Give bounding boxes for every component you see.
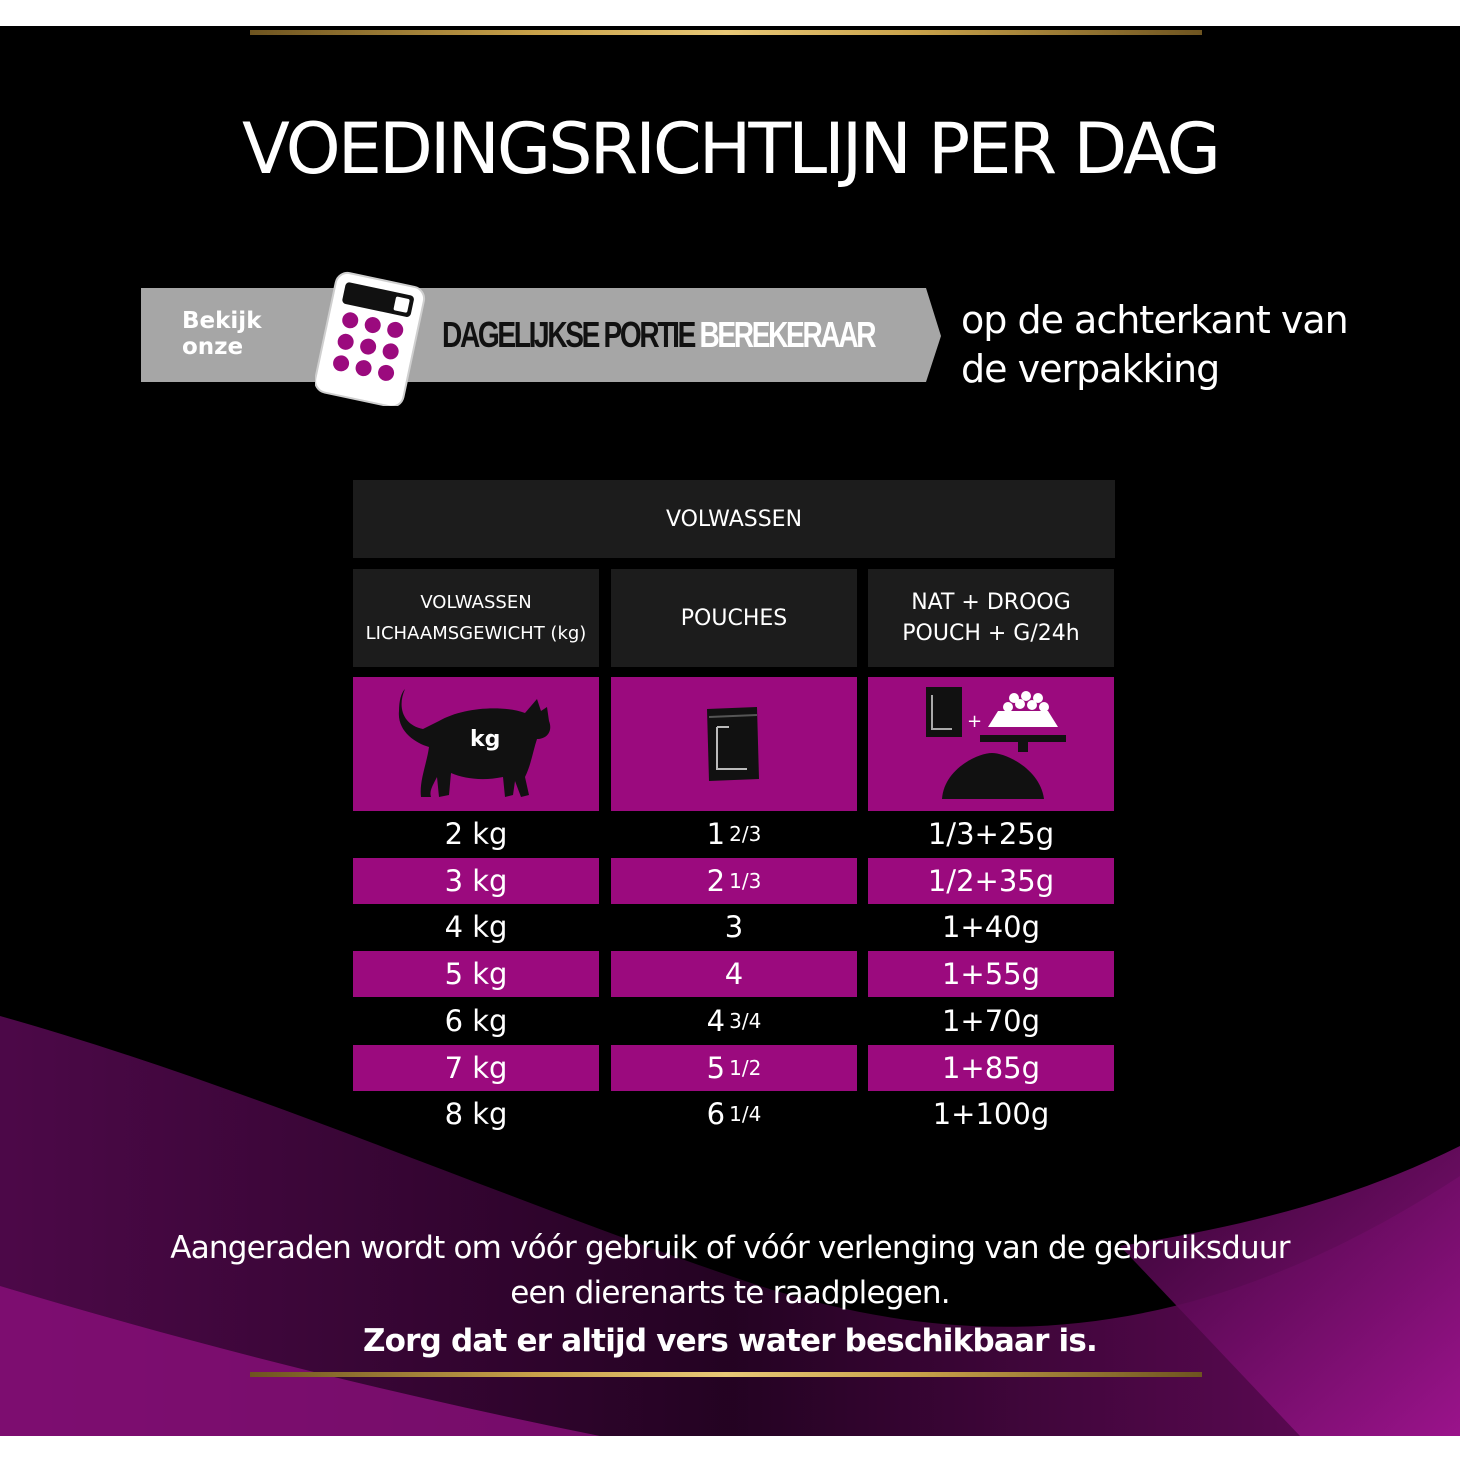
pouches-whole: 3 [724, 910, 744, 944]
wet-dry-cell-value: 1+40g [941, 910, 1041, 944]
banner-side-line1: op de achterkant van [961, 298, 1348, 342]
pouches-cell [611, 998, 857, 1044]
pouch-cell [611, 677, 857, 811]
header-wet-dry-line1: NAT + DROOG [911, 590, 1071, 615]
pouches-fraction: 2/3 [729, 822, 762, 846]
wet-dry-cell-value: 1+70g [941, 1004, 1041, 1038]
kg-label: kg [470, 727, 501, 752]
header-body-weight-line1: VOLWASSEN [420, 592, 532, 613]
pouches-whole: 4 [724, 957, 744, 991]
pouches-whole: 5 [706, 1051, 726, 1085]
weight-cell: 4 kg [444, 910, 508, 944]
pouches-whole: 2 [706, 864, 726, 898]
calculator-icon [315, 271, 427, 406]
banner-side-line2: de verpakking [961, 347, 1220, 391]
wet-dry-cell-value: 1+100g [932, 1097, 1050, 1131]
banner-intro-line2: onze [182, 334, 244, 360]
pouch-icon [611, 677, 857, 811]
pouches-whole: 6 [706, 1097, 726, 1131]
header-wet-dry-line2: POUCH + G/24h [902, 621, 1080, 646]
guideline-panel [0, 26, 1460, 1436]
pouch-plus-dry-food-scale-icon [868, 677, 1114, 811]
table-title: VOLWASSEN [353, 480, 1115, 558]
wet-dry-cell-value: 1+55g [868, 951, 1114, 997]
pouches-cell [611, 951, 857, 997]
pouches-cell [611, 1091, 857, 1137]
banner-title-light: BEREKERAAR [699, 314, 875, 355]
header-pouches [611, 569, 857, 667]
water-notice: Zorg dat er altijd vers water beschikbaar is. [362, 1323, 1098, 1359]
weight-cell: 8 kg [444, 1097, 508, 1131]
pouches-cell [611, 1045, 857, 1091]
cat-weight-cell [353, 677, 599, 811]
weight-cell: 7 kg [353, 1045, 599, 1091]
weight-cell: 5 kg [353, 951, 599, 997]
wet-dry-cell-value: 1/2+35g [868, 858, 1114, 904]
svg-text:+: + [967, 711, 983, 732]
weight-cell: 2 kg [444, 817, 508, 851]
banner-intro-line1: Bekijk [182, 308, 262, 334]
pouches-whole: 4 [706, 1004, 726, 1038]
wet-dry-cell-value: 1+85g [868, 1045, 1114, 1091]
banner-title [442, 314, 874, 356]
weight-cell: 3 kg [353, 858, 599, 904]
pouches-cell [611, 904, 857, 950]
pouches-cell [611, 811, 857, 857]
weight-cell: 6 kg [444, 1004, 508, 1038]
page-title: VOEDINGSRICHTLIJN PER DAG [242, 108, 1218, 190]
header-body-weight-line2: LICHAAMSGEWICHT (kg) [365, 623, 587, 644]
pouches-whole: 1 [706, 817, 726, 851]
banner-title-dark: DAGELIJKSE PORTIE [442, 314, 694, 355]
vet-advice-line2: een dierenarts te raadplegen. [510, 1275, 950, 1311]
vet-advice-line1: Aangeraden wordt om vóór gebruik of vóór verlenging van de gebruiksduur [170, 1230, 1290, 1266]
bottom-gold-line [250, 1372, 1202, 1377]
wet-dry-cell-value: 1/3+25g [927, 817, 1055, 851]
top-gold-line [250, 30, 1202, 35]
banner-intro [182, 308, 262, 360]
header-wet-dry [868, 569, 1114, 667]
pouches-fraction: 1/3 [729, 869, 762, 893]
pouches-fraction: 1/4 [729, 1102, 762, 1126]
banner-side-text [961, 296, 1348, 394]
pouches-cell [611, 858, 857, 904]
vet-advice-text [0, 1226, 1460, 1316]
wet-dry-cell [868, 677, 1114, 811]
pouches-fraction: 1/2 [729, 1056, 762, 1080]
header-body-weight [353, 569, 599, 667]
header-pouches-label: POUCHES [680, 605, 788, 631]
pouches-fraction: 3/4 [729, 1009, 762, 1033]
